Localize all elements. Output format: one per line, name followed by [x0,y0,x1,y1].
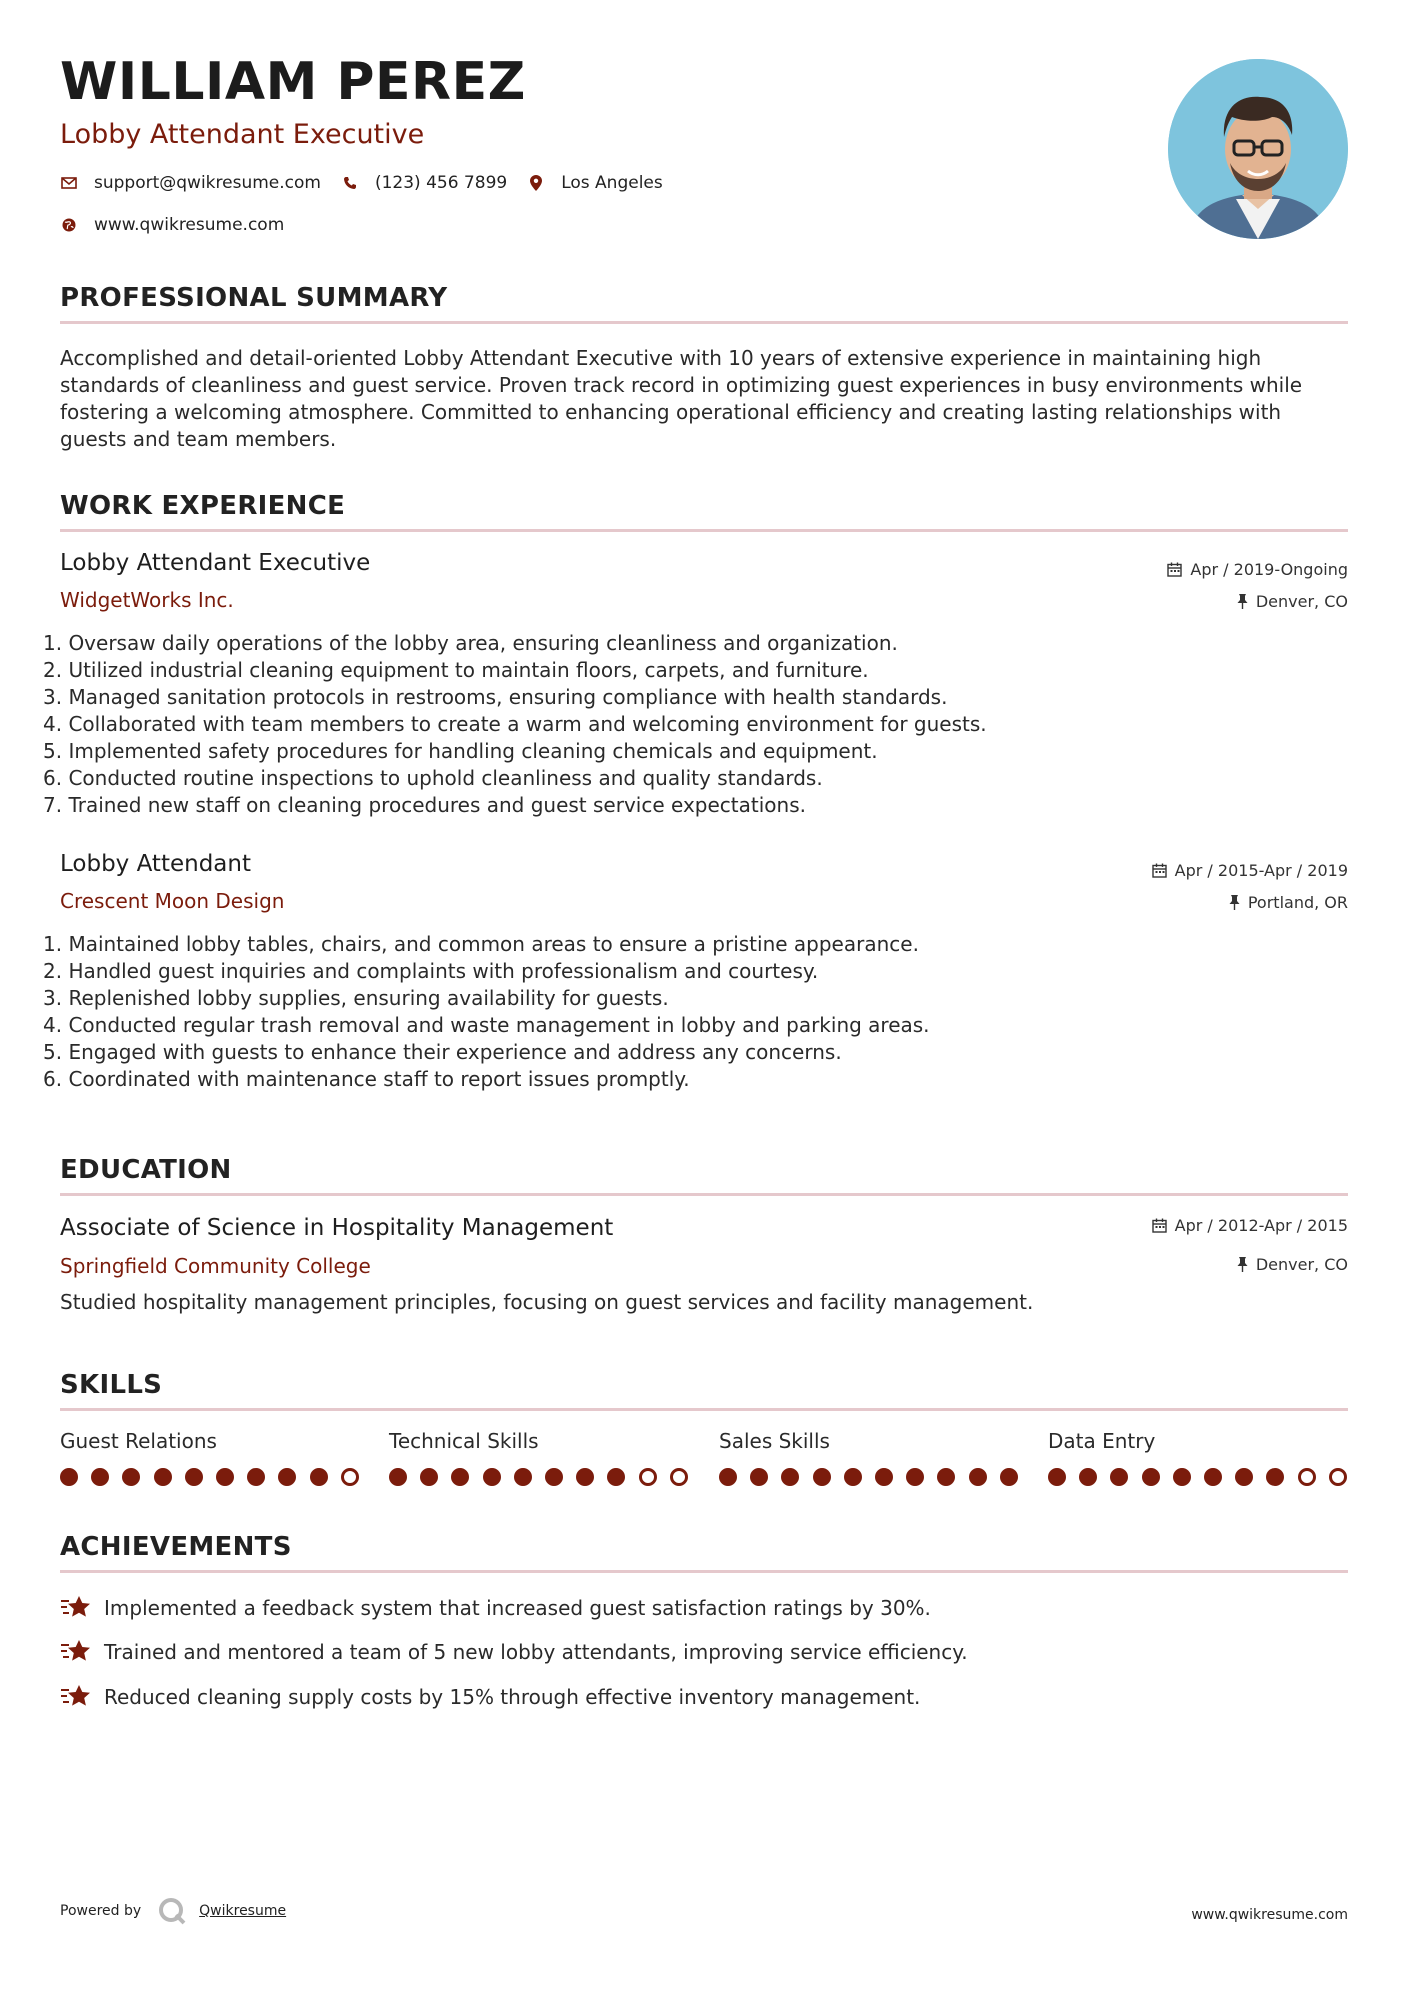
skill-dot-filled [813,1468,831,1486]
skill-dot-filled [154,1468,172,1486]
calendar-icon [1152,863,1167,878]
skill-dot-filled [185,1468,203,1486]
skill-name: Technical Skills [389,1429,539,1453]
skill-dot-filled [247,1468,265,1486]
education-degree: Associate of Science in Hospitality Management [60,1215,614,1241]
skill-dot-filled [1142,1468,1160,1486]
section-title-skills: SKILLS [60,1370,163,1400]
job-company: WidgetWorks Inc. [60,588,234,612]
skill-dot-filled [545,1468,563,1486]
list-item: 1. Maintained lobby tables, chairs, and common areas to ensure a pristine appearance. [43,932,919,956]
skill-dot-filled [576,1468,594,1486]
skill-dot-filled [1173,1468,1191,1486]
pushpin-icon [1237,594,1248,609]
job-company: Crescent Moon Design [60,889,285,913]
list-item: 6. Coordinated with maintenance staff to report issues promptly. [43,1067,690,1091]
contact-phone[interactable]: (123) 456 7899 [374,173,508,193]
skill-dot-filled [420,1468,438,1486]
education-dates-text: Apr / 2012-Apr / 2015 [1174,1216,1348,1235]
skill-dot-filled [969,1468,987,1486]
education-location-text: Denver, CO [1255,1255,1348,1274]
skill-item [1048,1431,1348,1451]
star-icon [60,1592,92,1624]
candidate-name: WILLIAM PEREZ [60,52,526,112]
job-bullets [43,630,1293,819]
skill-item [60,1431,360,1451]
job-location-text: Denver, CO [1255,592,1348,611]
list-item: 2. Handled guest inquiries and complaints with professionalism and courtesy. [43,959,819,983]
skill-item [719,1431,1019,1451]
section-divider [60,529,1348,532]
skill-dot-filled [1266,1468,1284,1486]
list-item: 1. Oversaw daily operations of the lobby area, ensuring cleanliness and organization. [43,631,898,655]
skill-dot-empty [341,1468,359,1486]
section-title-summary: PROFESSIONAL SUMMARY [60,283,448,313]
skill-dot-empty [670,1468,688,1486]
skill-dot-filled [389,1468,407,1486]
globe-icon [60,216,78,234]
section-title-education: EDUCATION [60,1155,232,1185]
skill-dot-empty [1329,1468,1347,1486]
skill-name: Sales Skills [719,1429,830,1453]
education-location [1237,1255,1348,1274]
education-school: Springfield Community College [60,1254,371,1278]
skill-dot-filled [310,1468,328,1486]
skill-dot-filled [937,1468,955,1486]
achievement-item [60,1636,968,1668]
section-divider [60,1570,1348,1573]
contact-email[interactable]: support@qwikresume.com [94,173,321,193]
achievement-item [60,1592,931,1624]
skill-dot-filled [1110,1468,1128,1486]
skill-dot-filled [844,1468,862,1486]
list-item: 2. Utilized industrial cleaning equipment to maintain floors, carpets, and furniture. [43,658,869,682]
list-item: 6. Conducted routine inspections to uphold cleanliness and quality standards. [43,766,823,790]
skill-dot-filled [451,1468,469,1486]
list-item: 3. Replenished lobby supplies, ensuring availability for guests. [43,986,669,1010]
skill-dot-filled [1079,1468,1097,1486]
skill-rating [1048,1468,1348,1488]
list-item: 3. Managed sanitation protocols in restrooms, ensuring compliance with health standards. [43,685,948,709]
skill-dot-filled [1000,1468,1018,1486]
star-icon [60,1636,92,1668]
list-item: 5. Engaged with guests to enhance their experience and address any concerns. [43,1040,842,1064]
section-title-achievements: ACHIEVEMENTS [60,1532,292,1562]
qwikresume-link[interactable]: Qwikresume [199,1903,287,1919]
job-location [1229,893,1348,912]
skill-dot-filled [607,1468,625,1486]
pushpin-icon [1237,1257,1248,1272]
skill-dot-filled [875,1468,893,1486]
education-dates [1152,1216,1348,1235]
job-dates-text: Apr / 2015-Apr / 2019 [1174,861,1348,880]
job-bullets [43,931,1293,1093]
skill-item [389,1431,689,1451]
list-item: 4. Conducted regular trash removal and waste management in lobby and parking areas. [43,1013,930,1037]
contact-website[interactable]: www.qwikresume.com [94,215,285,235]
job-title: Lobby Attendant [60,851,251,877]
skill-dot-filled [483,1468,501,1486]
skill-dot-filled [750,1468,768,1486]
skill-dot-filled [91,1468,109,1486]
envelope-icon [60,174,78,192]
contact-location: Los Angeles [561,173,663,193]
skill-dot-empty [1298,1468,1316,1486]
skill-dot-filled [1204,1468,1222,1486]
skill-dot-filled [122,1468,140,1486]
skill-dot-filled [60,1468,78,1486]
section-divider [60,1408,1348,1411]
skill-dot-filled [906,1468,924,1486]
skill-dot-filled [781,1468,799,1486]
powered-by-label: Powered by [60,1903,142,1919]
candidate-title: Lobby Attendant Executive [60,119,425,150]
footer-powered-by [60,1896,286,1926]
contact-row-secondary [60,215,304,235]
achievement-item [60,1681,920,1713]
list-item: 5. Implemented safety procedures for handling cleaning chemicals and equipment. [43,739,878,763]
achievement-text: Reduced cleaning supply costs by 15% through effective inventory management. [104,1685,921,1709]
achievement-text: Trained and mentored a team of 5 new lobby attendants, improving service efficiency. [104,1640,968,1664]
job-location [1237,592,1348,611]
skill-dot-filled [719,1468,737,1486]
job-location-text: Portland, OR [1247,893,1348,912]
skill-dot-empty [639,1468,657,1486]
skill-dot-filled [1235,1468,1253,1486]
map-pin-icon [527,174,545,192]
skill-name: Guest Relations [60,1429,217,1453]
star-icon [60,1681,92,1713]
summary-text: Accomplished and detail-oriented Lobby Attendant Executive with 10 years of extensive experience in maintaining high standards of cleanliness and guest service. Proven track record in optimizing guest experiences in busy environments while fostering a welcoming atmosphere. Committed to enhancing operational efficiency and creating lasting relationships with guests and team members. [60,346,1303,451]
skill-name: Data Entry [1048,1429,1156,1453]
contact-row-primary [60,173,683,193]
achievement-text: Implemented a feedback system that increased guest satisfaction ratings by 30%. [104,1596,931,1620]
calendar-icon [1152,1218,1167,1233]
skill-dot-filled [278,1468,296,1486]
qwikresume-logo-icon [157,1896,187,1926]
skill-rating [719,1468,1019,1488]
skill-rating [60,1468,360,1488]
skill-dot-filled [216,1468,234,1486]
skill-dot-filled [514,1468,532,1486]
job-dates-text: Apr / 2019-Ongoing [1190,560,1348,579]
skill-rating [389,1468,689,1488]
section-divider [60,321,1348,324]
list-item: 7. Trained new staff on cleaning procedures and guest service expectations. [43,793,806,817]
section-divider [60,1193,1348,1196]
section-title-experience: WORK EXPERIENCE [60,491,346,521]
list-item: 4. Collaborated with team members to create a warm and welcoming environment for guests. [43,712,987,736]
job-dates [1152,861,1348,880]
profile-photo [1168,59,1348,239]
skill-dot-filled [1048,1468,1066,1486]
pushpin-icon [1229,895,1240,910]
job-dates [1167,560,1348,579]
phone-icon [341,174,359,192]
education-description: Studied hospitality management principles, focusing on guest services and facility management. [60,1290,1034,1314]
calendar-icon [1167,562,1182,577]
footer-website[interactable]: www.qwikresume.com [1191,1907,1348,1923]
job-title: Lobby Attendant Executive [60,550,371,576]
